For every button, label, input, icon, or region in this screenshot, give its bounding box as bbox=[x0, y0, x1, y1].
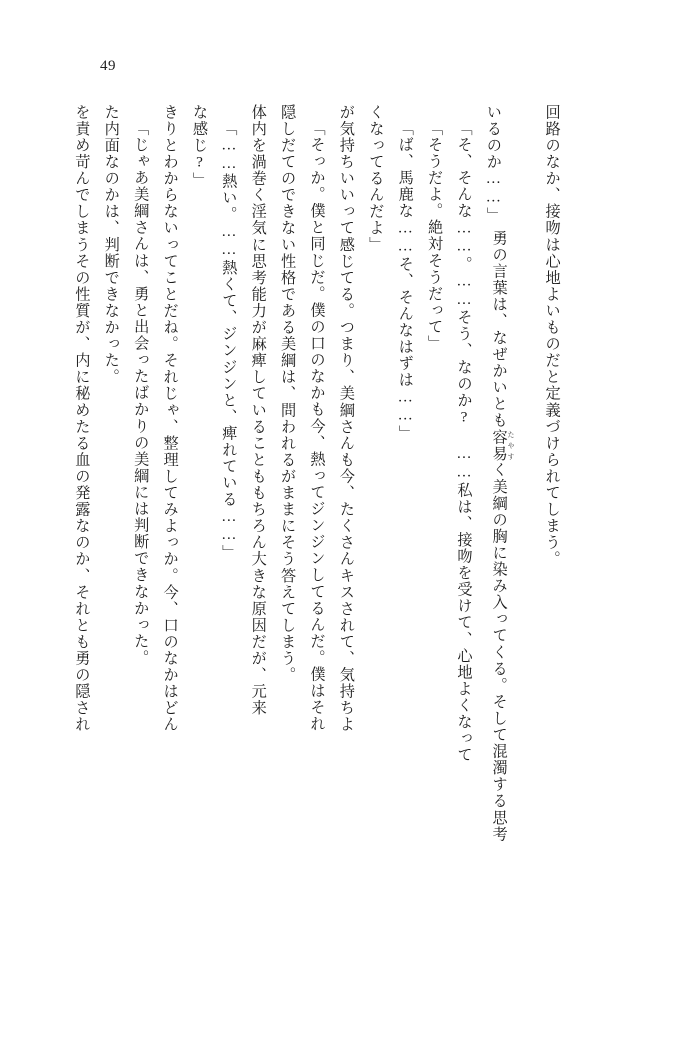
ruby-column-text: 勇の言葉は、なぜかいとも容易 たやすく美綱の胸に染み入ってくる。そして混濁する思考 bbox=[490, 230, 516, 843]
text-column: 「じゃあ美綱さんは、勇と出会ったばかりの美綱には判断できなかった。 bbox=[132, 120, 150, 667]
vertical-text-body bbox=[60, 104, 643, 984]
page-number: 49 bbox=[100, 58, 116, 74]
text-column: 「そっか。僕と同じだ。僕の口のなかも今、熱ってジンジンしてるんだ。僕はそれ bbox=[308, 120, 326, 733]
ruby-annotation: 容易 たやす bbox=[490, 428, 516, 462]
text-column: 回路のなか、接吻は心地よいものだと定義づけられてしまう。 bbox=[543, 104, 561, 568]
text-column: 「……熱い。……熱くて、ジンジンと、痺れている……」 bbox=[220, 120, 238, 562]
text-column: 「ば、馬鹿な……そ、そんなはずは……」 bbox=[396, 120, 414, 442]
text-column: た内面なのかは、判断できなかった。 bbox=[102, 104, 120, 386]
text-column: を責め苛んでしまうその性質が、内に秘めたる血の発露なのか、それとも勇の隠され bbox=[73, 104, 91, 733]
text-column: 「そうだよ。絶対そうだって」 bbox=[426, 120, 444, 352]
text-column: 体内を渦巻く淫気に思考能力が麻痺していることももちろん大きな原因だが、元来 bbox=[249, 104, 267, 717]
text-column: が気持ちいいって感じてる。つまり、美綱さんも今、たくさんキスされて、気持ちよ bbox=[337, 104, 355, 733]
text-column: 「そ、そんな……。……そう、なのか? ……私は、接吻を受けて、心地よくなって bbox=[455, 120, 473, 764]
text-column: 隠しだてのできない性格である美綱は、問われるがままにそう答えてしまう。 bbox=[279, 104, 297, 684]
text-column: くなってるんだよ」 bbox=[367, 104, 385, 253]
text-column: いるのか……」 bbox=[484, 104, 502, 224]
ruby-reading: たやす bbox=[507, 428, 516, 462]
text-column: な感じ?」 bbox=[190, 104, 208, 189]
text-column: きりとわからないってことだね。それじゃ、整理してみよっか。今、口のなかはどん bbox=[161, 104, 179, 733]
